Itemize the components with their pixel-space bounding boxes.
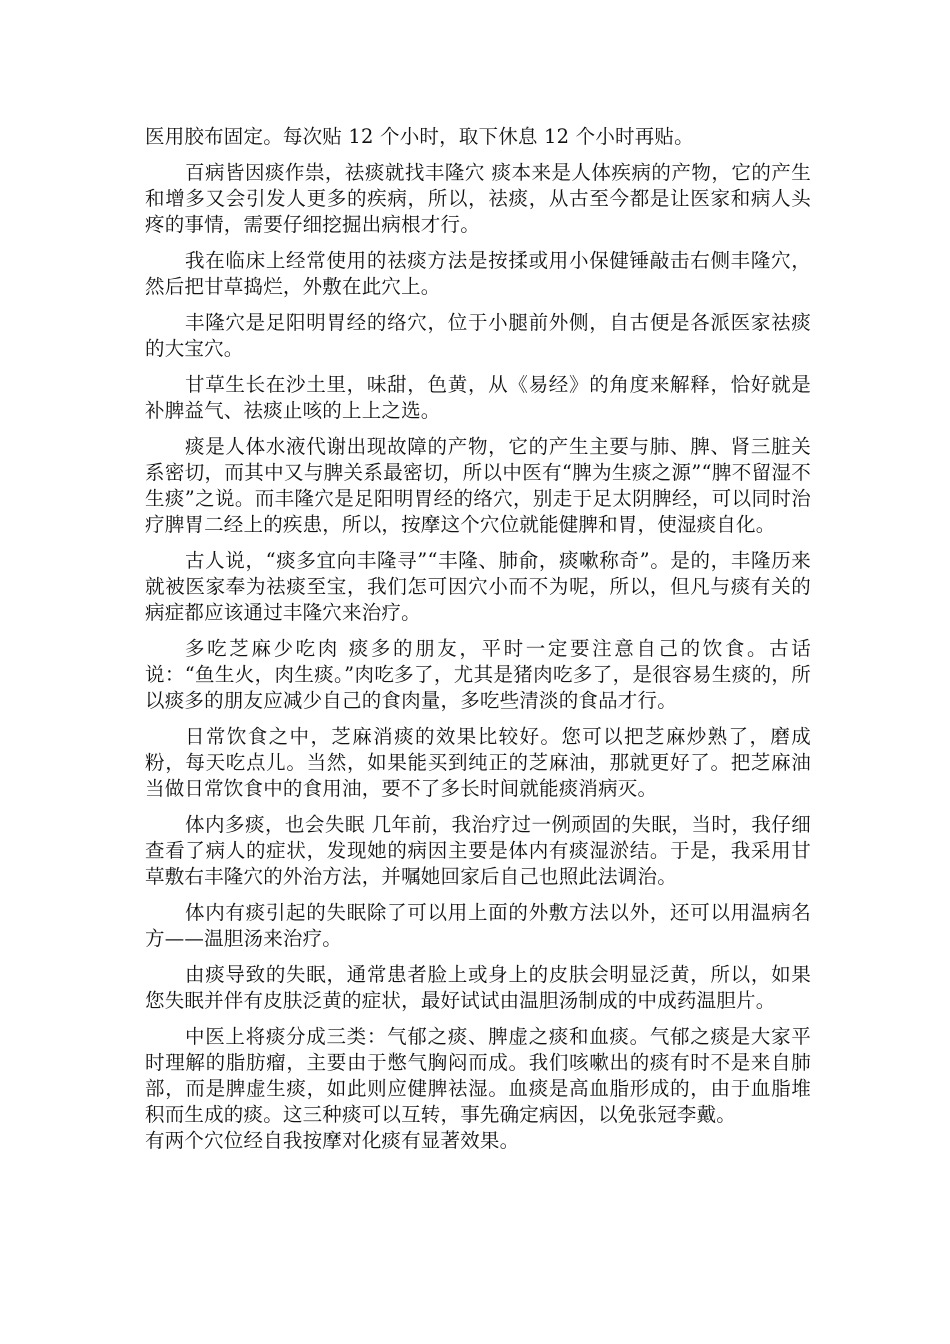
paragraph: 医用胶布固定。每次贴 12 个小时，取下休息 12 个小时再贴。 xyxy=(145,125,694,148)
paragraph: 百病皆因痰作祟，祛痰就找丰隆穴 痰本来是人体疾病的产物，它的产生和增多又会引发人更多的疾病，所以，祛痰，从古至今都是让医家和病人头疼的事情，需要仔细挖掘出病根才行。 xyxy=(145,161,811,236)
paragraph: 日常饮食之中，芝麻消痰的效果比较好。您可以把芝麻炒熟了，磨成粉，每天吃点儿。当然，如果能买到纯正的芝麻油，那就更好了。把芝麻油当做日常饮食中的食用油，要不了多长时间就能痰消病灭。 xyxy=(145,725,811,800)
paragraph: 古人说，“痰多宜向丰隆寻”“丰隆、肺俞，痰嗽称奇”。是的，丰隆历来就被医家奉为祛痰至宝，我们怎可因穴小而不为呢，所以，但凡与痰有关的病症都应该通过丰隆穴来治疗。 xyxy=(145,549,811,624)
paragraph: 中医上将痰分成三类：气郁之痰、脾虚之痰和血痰。气郁之痰是大家平时理解的脂肪瘤，主要由于憋气胸闷而成。我们咳嗽出的痰有时不是来自肺部，而是脾虚生痰，如此则应健脾祛湿。血痰是高血脂形成的，由于血脂堆积而生成的痰。这三种痰可以互转，事先确定病因，以免张冠李戴。 xyxy=(145,1025,811,1126)
paragraph: 甘草生长在沙土里，味甜，色黄，从《易经》的角度来解释，恰好就是补脾益气、祛痰止咳的上上之选。 xyxy=(145,373,811,422)
paragraph: 多吃芝麻少吃肉 痰多的朋友，平时一定要注意自己的饮食。古话说：“鱼生火，肉生痰。”肉吃多了，尤其是猪肉吃多了，是很容易生痰的，所以痰多的朋友应减少自己的食肉量，多吃些清淡的食品才行。 xyxy=(145,637,811,712)
paragraph: 由痰导致的失眠，通常患者脸上或身上的皮肤会明显泛黄，所以，如果您失眠并伴有皮肤泛黄的症状，最好试试由温胆汤制成的中成药温胆片。 xyxy=(145,963,811,1012)
paragraph: 有两个穴位经自我按摩对化痰有显著效果。 xyxy=(145,1129,520,1152)
paragraph: 痰是人体水液代谢出现故障的产物，它的产生主要与肺、脾、肾三脏关系密切，而其中又与脾关系最密切，所以中医有“脾为生痰之源”“脾不留湿不生痰”之说。而丰隆穴是足阳明胃经的络穴，别走于足太阴脾经，可以同时治疗脾胃二经上的疾患，所以，按摩这个穴位就能健脾和胃，使湿痰自化。 xyxy=(145,435,811,536)
document-body xyxy=(145,124,811,1164)
paragraph: 体内多痰，也会失眠 几年前，我治疗过一例顽固的失眠，当时，我仔细查看了病人的症状，发现她的病因主要是体内有痰湿淤结。于是，我采用甘草敷右丰隆穴的外治方法，并嘱她回家后自己也照此法调治。 xyxy=(145,813,811,888)
paragraph: 我在临床上经常使用的祛痰方法是按揉或用小保健锤敲击右侧丰隆穴，然后把甘草捣烂，外敷在此穴上。 xyxy=(145,249,811,298)
paragraph: 丰隆穴是足阳明胃经的络穴，位于小腿前外侧，自古便是各派医家祛痰的大宝穴。 xyxy=(145,311,811,360)
paragraph: 体内有痰引起的失眠除了可以用上面的外敷方法以外，还可以用温病名方——温胆汤来治疗。 xyxy=(145,901,811,950)
